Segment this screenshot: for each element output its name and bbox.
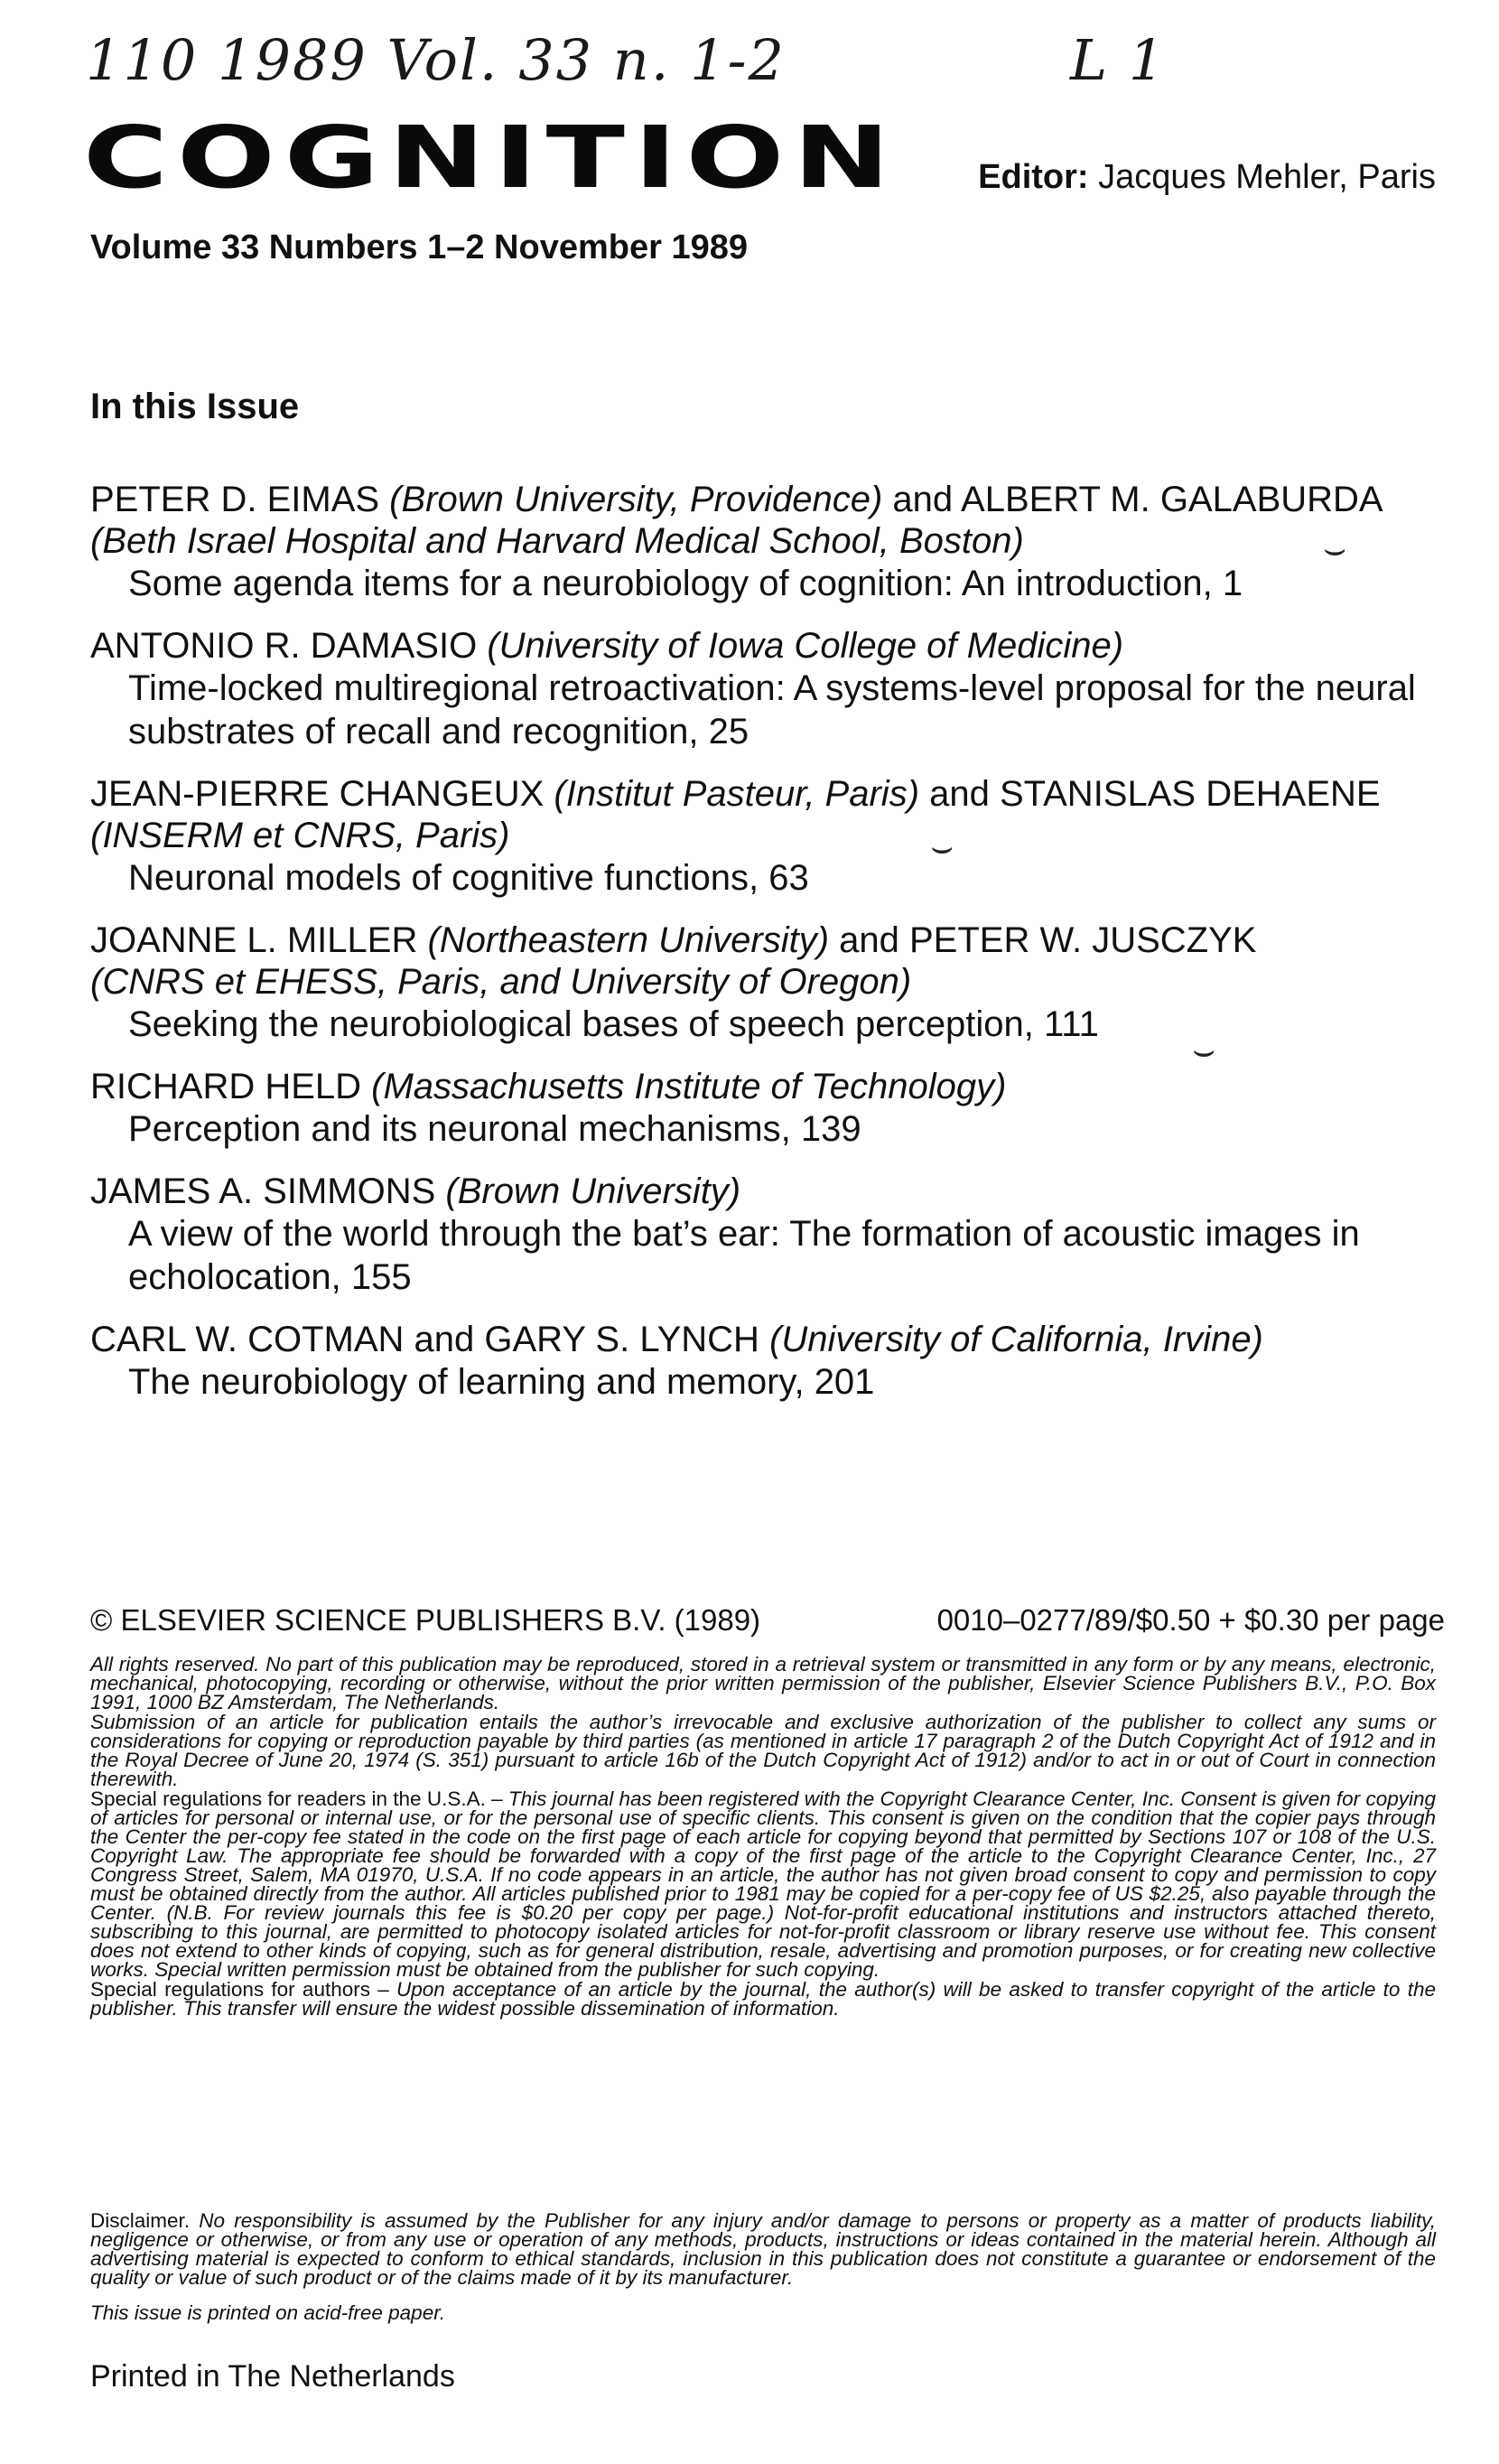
pen-tick-mark: ⌣	[1192, 1030, 1216, 1071]
article-title: Perception and its neuronal mechanisms, 139	[128, 1109, 861, 1149]
author-regulations-text: Upon acceptance of an article by the journal, the author(s) will be asked to transfer copyright of the article to the publisher. This transfer will ensure the widest possible dissemination of information.	[90, 1978, 1436, 2020]
toc-entry	[90, 919, 1445, 1046]
article-title: Seeking the neurobiological bases of speech perception, 111	[128, 1004, 1099, 1044]
entry-authors	[90, 1319, 1445, 1360]
author-affiliation: (Northeastern University)	[427, 920, 830, 960]
usa-regulations-paragraph	[90, 1789, 1436, 1979]
entry-authors	[90, 1066, 1445, 1107]
toc-entry	[90, 479, 1445, 605]
issue-heading: In this Issue	[90, 387, 300, 426]
author-name: CARL W. COTMAN and GARY S. LYNCH	[90, 1320, 770, 1359]
author-name: and PETER W. JUSCZYK	[829, 920, 1257, 960]
entry-authors	[90, 479, 1445, 562]
rights-paragraph: All rights reserved. No part of this publication may be reproduced, stored in a retrieval system or transmitted in any form or by any means, electronic, mechanical, photocopying, recording or otherwise, without the prior written permission of the publisher, Elsevier Science Publishers B.V., P.O. Box 1991, 1000 BZ Amsterdam, The Netherlands.	[90, 1653, 1436, 1713]
legal-fine-print	[90, 1655, 1436, 2019]
author-name: RICHARD HELD	[90, 1067, 372, 1106]
toc-entry	[90, 773, 1445, 900]
usa-regulations-text: This journal has been registered with the Copyright Clearance Center, Inc. Consent is given for copying of articles for personal or internal use, or for the personal use of specific clients. This consent is given on the condition that the copier pays through the Center the per-copy fee stated in the code on the first page of each article for copying beyond that permitted by Sections 107 or 108 of the U.S. Copyright Law. The appropriate fee should be forwarded with a copy of the first page of the article to the Copyright Clearance Center, Inc., 27 Congress Street, Salem, MA 01970, U.S.A. If no code appears in an article, the author has not given broad consent to copy and permission to copy must be obtained directly from the author. All articles published prior to 1981 may be copied for a per-copy fee of US $2.25, also payable through the Center. (N.B. For review journals this fee is $0.20 per copy per page.) Not-for-profit educational institutions and instructors attached thereto, subscribing to this journal, are permitted to photocopy isolated articles for not-for-profit classroom or library reserve use without fee. This consent does not extend to other kinds of copying, such as for general distribution, resale, advertising and promotion purposes, or for creating new collective works. Special written permission must be obtained from the publisher for such copying.	[90, 1787, 1436, 1981]
disclaimer-text: No responsibility is assumed by the Publisher for any injury and/or damage to persons or property as a matter of products liability, negligence or otherwise, or from any use or operation of any methods, products, instructions or ideas contained in the material herein. Although all advertising material is expected to conform to ethical standards, inclusion in this publication does not constitute a guarantee or endorsement of the quality or value of such product or of the claims made of it by its manufacturer.	[90, 2209, 1436, 2289]
usa-regulations-label: Special regulations for readers in the U.S.A. –	[90, 1787, 508, 1810]
handwritten-annotation	[86, 27, 1215, 108]
toc-entry	[90, 1066, 1445, 1151]
handwritten-shelf-mark: L 1	[1070, 27, 1167, 93]
entry-authors	[90, 1171, 1445, 1212]
toc-entry	[90, 625, 1445, 753]
author-affiliation: (Institut Pasteur, Paris)	[554, 774, 920, 814]
article-title: Neuronal models of cognitive functions, 63	[128, 858, 809, 898]
volume-line: Volume 33 Numbers 1–2 November 1989	[90, 229, 748, 266]
printed-in: Printed in The Netherlands	[90, 2359, 455, 2394]
author-affiliation: (University of Iowa College of Medicine)	[487, 626, 1124, 666]
handwritten-issue-note: 110 1989 Vol. 33 n. 1-2	[86, 27, 786, 93]
article-title: Time-locked multiregional retroactivation: A systems-level proposal for the neural substrates of recall and recognition, 25	[128, 668, 1416, 751]
author-affiliation: (INSERM et CNRS, Paris)	[90, 816, 510, 855]
toc-entry	[90, 1319, 1445, 1404]
submission-paragraph: Submission of an article for publication entails the author’s irrevocable and exclusive authorization of the publisher to collect any sums or considerations for copying or reproduction payable by third parties (as mentioned in article 17 paragraph 2 of the Dutch Copyright Act of 1912 and in the Royal Decree of June 20, 1974 (S. 351) pursuant to article 16b of the Dutch Copyright Act of 1912) and/or to act in or out of Court in connection therewith.	[90, 1711, 1436, 1790]
editor-name: Jacques Mehler, Paris	[1098, 158, 1436, 196]
author-name: PETER D. EIMAS	[90, 480, 390, 519]
author-name: and ALBERT M. GALABURDA	[882, 480, 1383, 519]
article-title: Some agenda items for a neurobiology of cognition: An introduction, 1	[128, 564, 1243, 603]
author-affiliation: (Brown University)	[445, 1171, 741, 1211]
author-name: JAMES A. SIMMONS	[90, 1171, 446, 1211]
pen-tick-mark: ⌣	[1323, 528, 1347, 570]
author-regulations-paragraph	[90, 1980, 1436, 2018]
article-title: The neurobiology of learning and memory, 201	[128, 1362, 875, 1402]
acid-free-note: This issue is printed on acid-free paper.	[90, 2301, 446, 2324]
journal-logo: COGNITION	[83, 107, 899, 209]
author-affiliation: (CNRS et EHESS, Paris, and University of Oregon)	[90, 962, 912, 1002]
author-affiliation: (University of California, Irvine)	[769, 1320, 1263, 1359]
entry-authors	[90, 919, 1445, 1003]
toc-entry	[90, 1171, 1445, 1299]
fee-code: 0010–0277/89/$0.50 + $0.30 per page	[936, 1603, 1445, 1637]
author-affiliation: (Beth Israel Hospital and Harvard Medical School, Boston)	[90, 521, 1024, 561]
editor-line	[978, 158, 1436, 197]
article-title: A view of the world through the bat’s ear: The formation of acoustic images in echolocation, 155	[128, 1214, 1360, 1297]
author-name: ANTONIO R. DAMASIO	[90, 626, 488, 666]
author-affiliation: (Massachusetts Institute of Technology)	[371, 1067, 1007, 1106]
disclaimer-label: Disclaimer.	[90, 2209, 200, 2232]
pen-tick-mark: ⌣	[930, 826, 954, 868]
author-name: JEAN-PIERRE CHANGEUX	[90, 774, 554, 814]
author-affiliation: (Brown University, Providence)	[389, 480, 883, 519]
author-name: and STANISLAS DEHAENE	[919, 774, 1381, 814]
entry-authors	[90, 625, 1445, 667]
table-of-contents	[90, 479, 1445, 1423]
entry-authors	[90, 773, 1445, 856]
editor-label: Editor:	[978, 158, 1089, 196]
copyright-publisher: © ELSEVIER SCIENCE PUBLISHERS B.V. (1989)	[90, 1603, 761, 1637]
author-regulations-label: Special regulations for authors –	[90, 1978, 397, 2001]
author-name: JOANNE L. MILLER	[90, 920, 428, 960]
disclaimer-paragraph	[90, 2211, 1436, 2287]
